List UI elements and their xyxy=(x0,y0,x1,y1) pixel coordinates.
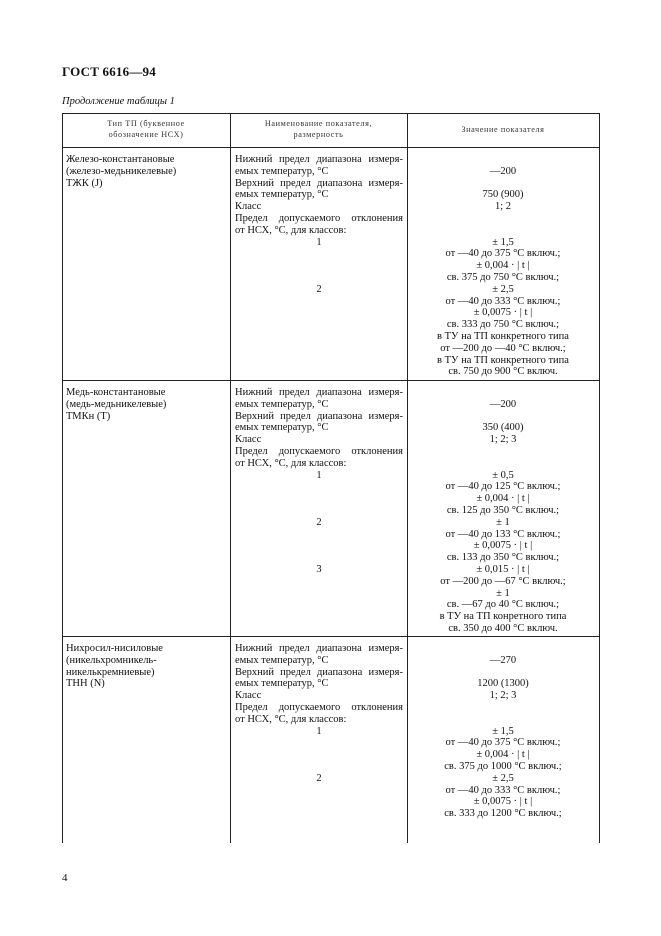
indicator-line: емых температур, °С xyxy=(235,678,329,690)
value-line: от —200 до —40 °С включ.; xyxy=(440,342,566,354)
value-line: в ТУ на ТП конретного типа xyxy=(439,611,567,623)
value-line: 1; 2; 3 xyxy=(489,434,517,446)
header-bottom-border xyxy=(62,147,599,148)
indicator-line: Предел допускаемого отклонения xyxy=(235,701,403,713)
column-divider-1 xyxy=(230,113,231,843)
value-line: —200 xyxy=(489,165,517,177)
indicator-line: Нижний предел диапазона измеря- xyxy=(235,154,403,165)
type-cell-n: Нихросил-нисиловые (никельхромникель- никелькремниевые) ТНН (N) xyxy=(66,643,163,690)
indicator-line: Предел допускаемого отклонения xyxy=(235,445,403,457)
data-table xyxy=(62,113,599,843)
indicator-line: Класс xyxy=(235,690,262,702)
indicator-line: от НСХ, °С, для классов: xyxy=(235,224,347,236)
doc-title: ГОСТ 6616—94 xyxy=(62,64,156,79)
value-line xyxy=(407,411,599,423)
value-cell-j xyxy=(407,154,599,378)
value-line: ± 0,0075 · | t | xyxy=(473,307,533,319)
indicator-line: Предел допускаемого отклонения xyxy=(235,212,403,224)
value-cell-t xyxy=(407,387,599,635)
indicator-line: 2 xyxy=(316,283,322,295)
value-line: 1; 2 xyxy=(494,201,512,213)
indicator-cell-t xyxy=(235,387,403,576)
value-line: 1200 (1300) xyxy=(477,678,529,690)
value-line xyxy=(407,643,599,655)
value-line xyxy=(407,213,599,225)
value-line: ± 0,0075 · | t | xyxy=(473,796,533,808)
table-right-border xyxy=(599,113,600,843)
value-line: от —200 до —67 °С включ.; xyxy=(440,575,566,587)
value-line: в ТУ на ТП конкретного типа xyxy=(437,330,569,342)
indicator-cell-j xyxy=(235,154,403,296)
value-line xyxy=(407,225,599,237)
value-line: ± 2,5 xyxy=(492,283,514,295)
indicator-line xyxy=(235,248,403,260)
value-line: св. —67 до 40 °С включ.; xyxy=(446,599,560,611)
value-line xyxy=(407,387,599,399)
indicator-line xyxy=(235,272,403,284)
value-line xyxy=(407,714,599,726)
table-caption: Продолжение таблицы 1 xyxy=(62,96,175,107)
value-line: ± 0,004 · | t | xyxy=(476,493,530,505)
value-line: 350 (400) xyxy=(482,422,524,434)
indicator-line xyxy=(235,749,403,761)
indicator-line xyxy=(235,529,403,541)
indicator-line: Нижний предел диапазона измеря- xyxy=(235,643,403,654)
value-cell-n xyxy=(407,643,599,820)
indicator-line xyxy=(235,540,403,552)
indicator-line: 1 xyxy=(316,236,322,248)
value-line: от —40 до 375 °С включ.; xyxy=(445,737,561,749)
value-line: св. 750 до 900 °С включ. xyxy=(448,366,558,378)
page-number: 4 xyxy=(62,872,68,884)
value-line: от —40 до 133 °С включ.; xyxy=(445,528,561,540)
value-line: ± 1 xyxy=(496,516,510,528)
indicator-line: от НСХ, °С, для классов: xyxy=(235,457,347,469)
value-line: 750 (900) xyxy=(482,189,524,201)
indicator-line: Верхний предел диапазона измеря- xyxy=(235,410,403,422)
value-line: ± 1,5 xyxy=(492,725,514,737)
indicator-line: емых температур, °С xyxy=(235,398,329,410)
indicator-line xyxy=(235,552,403,564)
indicator-line: 1 xyxy=(316,725,322,737)
indicator-line: емых температур, °С xyxy=(235,189,329,201)
header-indicator: Наименование показателя, размерность xyxy=(264,119,373,139)
indicator-line: 3 xyxy=(316,563,322,575)
row-divider-1 xyxy=(62,380,599,381)
value-line: св. 375 до 750 °С включ.; xyxy=(446,271,560,283)
value-line: от —40 до 333 °С включ.; xyxy=(445,295,561,307)
table-top-border xyxy=(62,113,599,114)
indicator-line xyxy=(235,493,403,505)
indicator-line: 1 xyxy=(316,469,322,481)
value-line: 1; 2; 3 xyxy=(489,690,517,702)
indicator-line: Нижний предел диапазона измеря- xyxy=(235,387,403,398)
indicator-line: емых температур, °С xyxy=(235,654,329,666)
indicator-line: Класс xyxy=(235,434,262,446)
value-line: от —40 до 375 °С включ.; xyxy=(445,248,561,260)
indicator-line xyxy=(235,260,403,272)
indicator-line: 2 xyxy=(316,516,322,528)
value-line xyxy=(407,154,599,166)
value-line xyxy=(407,178,599,190)
indicator-line: Верхний предел диапазона измеря- xyxy=(235,177,403,189)
value-line: св. 133 до 350 °С включ.; xyxy=(446,552,560,564)
value-line: —270 xyxy=(489,654,517,666)
indicator-line: 2 xyxy=(316,772,322,784)
value-line xyxy=(407,667,599,679)
value-line: св. 350 до 400 °С включ. xyxy=(448,622,558,634)
indicator-line: Класс xyxy=(235,201,262,213)
indicator-line: Верхний предел диапазона измеря- xyxy=(235,666,403,678)
value-line: ± 0,5 xyxy=(492,469,514,481)
value-line: ± 0,0075 · | t | xyxy=(473,540,533,552)
value-line: св. 375 до 1000 °С включ.; xyxy=(444,760,562,772)
value-line: ± 0,004 · | t | xyxy=(476,749,530,761)
value-line xyxy=(407,458,599,470)
value-line: в ТУ на ТП конкретного типа xyxy=(437,354,569,366)
indicator-cell-n xyxy=(235,643,403,785)
value-line: от —40 до 125 °С включ.; xyxy=(445,481,561,493)
value-line: ± 1,5 xyxy=(492,236,514,248)
indicator-line: емых температур, °С xyxy=(235,422,329,434)
value-line: —200 xyxy=(489,398,517,410)
value-line: св. 333 до 750 °С включ.; xyxy=(446,319,560,331)
indicator-line xyxy=(235,737,403,749)
header-type: Тип ТП (буквенное обозначение НСХ) xyxy=(107,119,185,139)
type-cell-j: Железо-константановые (железо-медьникелевые) ТЖК (J) xyxy=(66,154,177,189)
indicator-line: емых температур, °С xyxy=(235,165,329,177)
value-line xyxy=(407,446,599,458)
value-line: ± 0,004 · | t | xyxy=(476,260,530,272)
value-line: от —40 до 333 °С включ.; xyxy=(445,784,561,796)
indicator-line: от НСХ, °С, для классов: xyxy=(235,713,347,725)
indicator-line xyxy=(235,505,403,517)
value-line: св. 333 до 1200 °С включ.; xyxy=(444,808,562,820)
table-left-border xyxy=(62,113,63,843)
header-value: Значение показателя xyxy=(461,125,545,134)
value-line xyxy=(407,702,599,714)
value-line: ± 2,5 xyxy=(492,772,514,784)
row-divider-2 xyxy=(62,636,599,637)
type-cell-t: Медь-константановые (медь-медьникелевые) ТМКн (Т) xyxy=(66,387,167,422)
indicator-line xyxy=(235,481,403,493)
value-line: св. 125 до 350 °С включ.; xyxy=(446,504,560,516)
value-line: ± 1 xyxy=(496,587,510,599)
value-line: ± 0,015 · | t | xyxy=(476,563,530,575)
indicator-line xyxy=(235,761,403,773)
